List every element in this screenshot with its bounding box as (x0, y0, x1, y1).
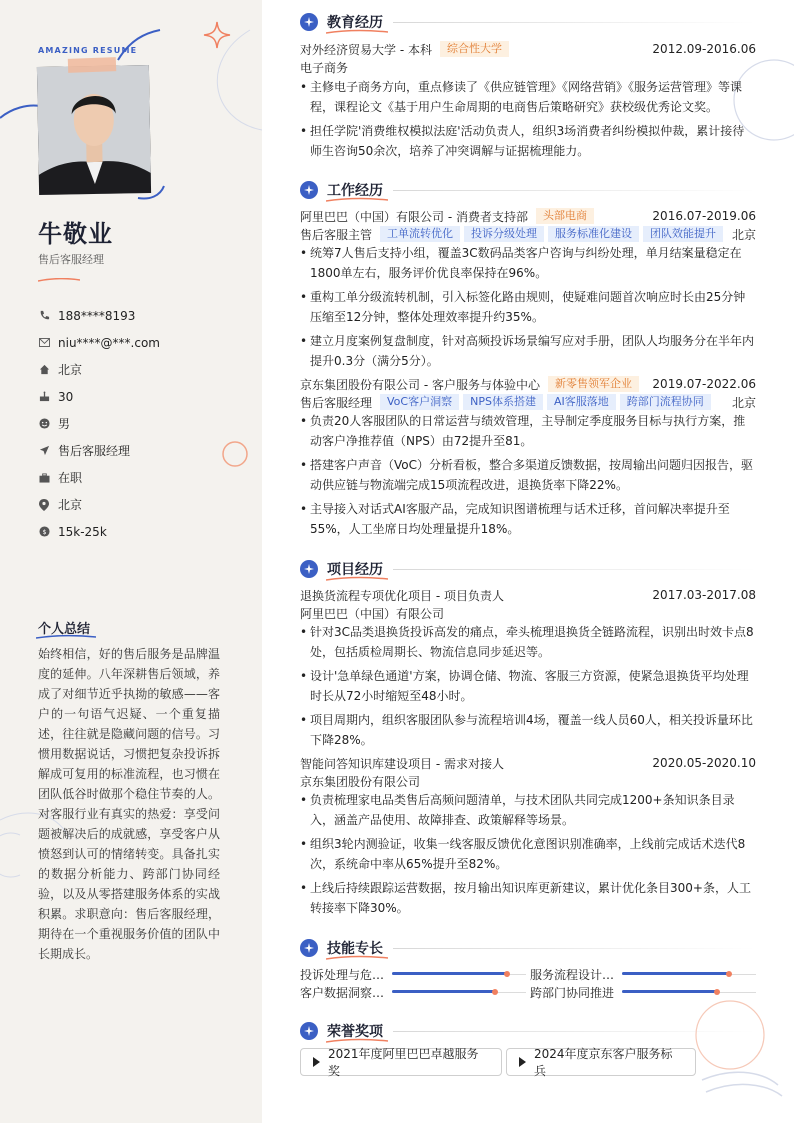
company-tag: 头部电商 (536, 208, 594, 224)
home-icon (38, 364, 50, 376)
section-divider (393, 190, 756, 191)
list-item: • 项目周期内，组织客服团队参与流程培训4场，覆盖一线人员60人，相关投诉量环比下降28%。 (300, 710, 756, 750)
sparkle-icon (300, 1022, 318, 1040)
section-title: 教育经历 (327, 15, 383, 31)
skill-tag: VoC客户洞察 (380, 394, 459, 410)
section-underline (326, 576, 388, 582)
skill-bar (392, 989, 526, 995)
section-divider (393, 948, 756, 949)
project-head (300, 755, 756, 771)
project-name: 退换货流程专项优化项目 - 项目负责人 (300, 588, 504, 603)
skill-bar-dot (504, 971, 510, 977)
contact-text: 北京 (58, 498, 83, 512)
list-item: • 针对3C品类退换货投诉高发的痛点，牵头梳理退换货全链路流程，识别出时效卡点8处，包括质检周期长、物流信息同步延迟等。 (300, 622, 756, 662)
project-org: 阿里巴巴（中国）有限公司 (300, 606, 445, 621)
skill-tag: 投诉分级处理 (464, 226, 544, 242)
skill-tag: AI客服落地 (547, 394, 616, 410)
resume-tagline: AMAZING RESUME (38, 46, 138, 55)
contact-phone (38, 302, 160, 329)
cake-icon (38, 391, 50, 403)
skill-tag: NPS体系搭建 (463, 394, 543, 410)
job-position: 售后客服主管 (300, 227, 373, 242)
section-title: 技能专长 (327, 941, 383, 957)
contact-text: 在职 (58, 471, 83, 485)
company-tag: 新零售领军企业 (548, 376, 639, 392)
section-title: 项目经历 (327, 562, 383, 578)
list-item: • 负责梳理家电品类售后高频问题清单，与技术团队共同完成1200+条知识条目录入，涵盖产品使用、故障排查、政策解释等场景。 (300, 790, 756, 830)
skill-label: 跨部门协同推进 (530, 985, 615, 1000)
project-name: 智能问答知识库建设项目 - 需求对接人 (300, 756, 504, 771)
skill-tag: 工单流转优化 (380, 226, 460, 242)
list-item: • 担任学院'消费维权模拟法庭'活动负责人，组织3场消费者纠纷模拟仲裁，累计接待师生咨询50余次，培养了冲突调解与证据梳理能力。 (300, 121, 756, 161)
school-name: 对外经济贸易大学 - 本科 (300, 42, 432, 57)
project-org-row (300, 773, 756, 789)
skill-item (530, 984, 756, 1000)
award-item (506, 1048, 696, 1076)
skill-tag: 服务标准化建设 (548, 226, 639, 242)
title-underline (38, 278, 80, 282)
contact-list (38, 302, 160, 545)
skill-item (300, 966, 526, 982)
location-pin-icon (38, 499, 50, 511)
skill-bar-dot (714, 989, 720, 995)
award-item (300, 1048, 502, 1076)
skill-bar-fill (622, 972, 729, 975)
section-underline (326, 955, 388, 961)
contact-text: 188****8193 (58, 308, 136, 323)
project-head (300, 587, 756, 603)
job-date: 2016.07-2019.06 (652, 209, 756, 223)
education-date: 2012.09-2016.06 (652, 42, 756, 56)
contact-intent (38, 437, 160, 464)
list-item: • 负责20人客服团队的日常运营与绩效管理，主导制定季度服务目标与执行方案，推动客户净推荐值（NPS）由72提升至81。 (300, 411, 756, 451)
play-icon (519, 1057, 526, 1067)
skill-bar-dot (726, 971, 732, 977)
school-tag: 综合性大学 (440, 41, 509, 57)
contact-text: 北京 (58, 363, 83, 377)
list-item: • 设计'急单绿色通道'方案，协调仓储、物流、客服三方资源，使紧急退换货平均处理时长从72小时缩短至48小时。 (300, 666, 756, 706)
job-position: 售后客服经理 (300, 395, 373, 410)
contact-age (38, 383, 160, 410)
list-item: • 组织3轮内测验证，收集一线客服反馈优化意图识别准确率，上线前完成话术迭代8次，系统命中率从65%提升至82%。 (300, 834, 756, 874)
contact-city (38, 356, 160, 383)
skill-bar (392, 971, 526, 977)
section-title: 荣誉奖项 (327, 1024, 383, 1040)
job-bullets (300, 243, 756, 375)
section-underline (326, 1038, 388, 1044)
skill-bar-fill (622, 990, 717, 993)
award-text: 2024年度京东客户服务标兵 (534, 1047, 673, 1078)
list-item: • 主导接入对话式AI客服产品，完成知识图谱梳理与话术迁移，首问解决率提升至55%，人工坐席日均处理量提升18%。 (300, 499, 756, 539)
salary-icon (38, 526, 50, 538)
candidate-title: 售后客服经理 (38, 253, 104, 266)
section-underline (326, 29, 388, 35)
contact-text: 男 (58, 417, 71, 431)
smile-icon (38, 418, 50, 430)
contact-text: 30 (58, 389, 74, 404)
job-bullets (300, 411, 756, 543)
list-item: • 主修电子商务方向，重点修读了《供应链管理》《网络营销》《服务运营管理》等课程，课程论文《基于用户生命周期的电商售后策略研究》获校级优秀论文奖。 (300, 77, 756, 117)
project-date: 2017.03-2017.08 (652, 588, 756, 602)
skill-item (530, 966, 756, 982)
skill-label: 服务流程设计… (530, 967, 615, 982)
candidate-name: 牛敬业 (38, 220, 113, 248)
list-item: • 重构工单分级流转机制，引入标签化路由规则，使疑难问题首次响应时长由25分钟压缩至12分钟，整体处理效率提升约35%。 (300, 287, 756, 327)
skill-label: 投诉处理与危… (300, 967, 385, 982)
award-text: 2021年度阿里巴巴卓越服务奖 (328, 1047, 479, 1078)
list-item: • 上线后持续跟踪运营数据，按月输出知识库更新建议，累计优化条目300+条，人工转接率下降30%。 (300, 878, 756, 918)
job-city: 北京 (731, 395, 756, 410)
contact-salary (38, 518, 160, 545)
sparkle-icon (300, 181, 318, 199)
send-icon (38, 445, 50, 457)
section-divider (393, 22, 756, 23)
profile-photo (37, 65, 151, 195)
contact-email (38, 329, 160, 356)
job-head (300, 208, 756, 224)
skill-bar-dot (492, 989, 498, 995)
skill-item (300, 984, 526, 1000)
section-divider (393, 1031, 756, 1032)
skill-tag: 跨部门流程协同 (620, 394, 711, 410)
project-date: 2020.05-2020.10 (652, 756, 756, 770)
summary-text: 始终相信，好的售后服务是品牌温度的延伸。八年深耕售后领域，养成了对细节近乎执拗的敏感——客户的一句语气迟疑、一个重复描述，往往就是隐藏问题的信号。习惯用数据说话，习惯把复杂投诉拆解成可复用的标准流程，也习惯在团队低谷时做那个稳住节奏的人。对客服行业有真实的热爱：享受问题被解决后的成就感，享受客户从愤怒到认可的情绪转变。具备扎实的数据分析能力、跨部门协同经验，以及从零搭建服务体系的实战积累。求职意向：售后客服经理，期待在一个重视服务价值的团队中长期成长。 (38, 647, 220, 961)
job-date: 2019.07-2022.06 (652, 377, 756, 391)
project-bullets (300, 622, 756, 754)
skill-bar (622, 989, 756, 995)
play-icon (313, 1057, 320, 1067)
star-icon (202, 20, 232, 50)
sparkle-icon (300, 939, 318, 957)
job-position-row (300, 394, 756, 410)
sidebar (0, 0, 262, 1123)
summary-heading: 个人总结 (38, 622, 91, 637)
project-org-row (300, 605, 756, 621)
project-bullets (300, 790, 756, 922)
company-name: 阿里巴巴（中国）有限公司 - 消费者支持部 (300, 209, 528, 224)
section-title: 工作经历 (327, 183, 383, 199)
section-divider (393, 569, 756, 570)
education-major-row (300, 59, 756, 75)
list-item: • 统筹7人售后支持小组，覆盖3C数码品类客户咨询与纠纷处理，单月结案量稳定在1800单左右，服务评价优良率保持在96%。 (300, 243, 756, 283)
contact-location (38, 491, 160, 518)
contact-text: 15k-25k (58, 524, 107, 539)
phone-icon (38, 310, 50, 322)
section-underline (326, 197, 388, 203)
company-name: 京东集团股份有限公司 - 客户服务与体验中心 (300, 377, 540, 392)
photo-tape (68, 57, 116, 73)
briefcase-icon (38, 472, 50, 484)
contact-text: niu****@***.com (58, 335, 160, 350)
skill-tag: 团队效能提升 (643, 226, 723, 242)
mail-icon (38, 337, 50, 349)
project-org: 京东集团股份有限公司 (300, 774, 421, 789)
job-city: 北京 (731, 227, 756, 242)
skill-bar-fill (392, 990, 495, 993)
svg-text:$: $ (41, 527, 47, 536)
education-entry-head (300, 41, 756, 57)
skill-bar-fill (392, 972, 507, 975)
sparkle-icon (300, 13, 318, 31)
list-item: • 搭建客户声音（VoC）分析看板，整合多渠道反馈数据，按周输出问题归因报告，驱动供应链与物流端完成15项流程改进，退换货率下降22%。 (300, 455, 756, 495)
summary-underline (36, 634, 96, 640)
list-item: • 建立月度案例复盘制度，针对高频投诉场景编写应对手册，团队人均服务分在半年内提升0.3分（满分5分）。 (300, 331, 756, 371)
education-bullets (300, 77, 756, 165)
sparkle-icon (300, 560, 318, 578)
skill-label: 客户数据洞察… (300, 985, 385, 1000)
job-position-row (300, 226, 756, 242)
skill-bar (622, 971, 756, 977)
major: 电子商务 (300, 60, 349, 75)
contact-gender (38, 410, 160, 437)
job-head (300, 376, 756, 392)
contact-text: 售后客服经理 (58, 444, 131, 458)
contact-status (38, 464, 160, 491)
